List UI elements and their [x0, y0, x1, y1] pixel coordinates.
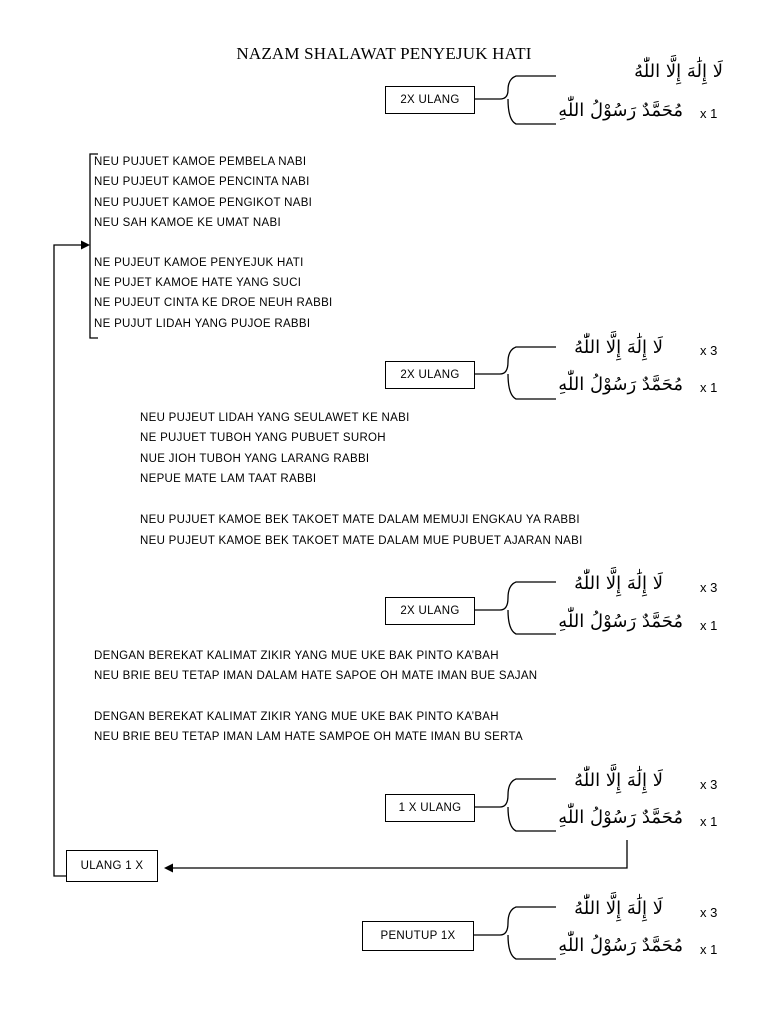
multiplier-1b: x 1 — [700, 106, 718, 121]
arabic-muhammad-1: مُحَمَّدٌ رَسُوْلُ اللّٰهِ — [558, 100, 683, 121]
arabic-muhammad-3: مُحَمَّدٌ رَسُوْلُ اللّٰهِ — [558, 611, 683, 632]
lyric-line: NEU BRIE BEU TETAP IMAN DALAM HATE SAPOE OH MATE IMAN BUE SAJAN — [94, 670, 538, 682]
lyric-line: NEU PUJEUT KAMOE BEK TAKOET MATE DALAM MUE PUBUET AJARAN NABI — [140, 535, 583, 547]
arabic-tahlil-1: لَا إِلَٰهَ إِلَّا اللّٰهُ — [634, 61, 723, 82]
lyric-line: DENGAN BEREKAT KALIMAT ZIKIR YANG MUE UKE BAK PINTO KA’BAH — [94, 711, 499, 723]
loop-line — [54, 245, 82, 876]
repeat-once-box — [66, 850, 158, 882]
lyric-line: NEU PUJEUT KAMOE PENCINTA NABI — [94, 176, 310, 188]
multiplier-5b: x 1 — [700, 942, 718, 957]
lyric-line: NEU PUJUET KAMOE PEMBELA NABI — [94, 156, 307, 168]
lyric-line: NEU PUJEUT LIDAH YANG SEULAWET KE NABI — [140, 412, 410, 424]
multiplier-2a: x 3 — [700, 343, 718, 358]
page-title: NAZAM SHALAWAT PENYEJUK HATI — [236, 44, 532, 63]
lyric-line: NEU PUJUET KAMOE BEK TAKOET MATE DALAM MEMUJI ENGKAU YA RABBI — [140, 514, 580, 526]
repeat-label-box-4 — [385, 794, 475, 822]
lyric-line: NEU PUJUET KAMOE PENGIKOT NABI — [94, 197, 313, 209]
repeat-label-box-2 — [385, 361, 475, 389]
lyric-line: NUE JIOH TUBOH YANG LARANG RABBI — [140, 453, 370, 465]
repeat-label-box-3 — [385, 597, 475, 625]
lyric-line: NE PUJUET TUBOH YANG PUBUET SUROH — [140, 432, 386, 444]
multiplier-5a: x 3 — [700, 905, 718, 920]
multiplier-4a: x 3 — [700, 777, 718, 792]
arabic-tahlil-3: لَا إِلَٰهَ إِلَّا اللّٰهُ — [574, 573, 663, 594]
arrow-head-left — [164, 864, 173, 873]
arabic-tahlil-2: لَا إِلَٰهَ إِلَّا اللّٰهُ — [574, 337, 663, 358]
closing-label: PENUTUP 1X — [380, 930, 456, 942]
arabic-tahlil-4: لَا إِلَٰهَ إِلَّا اللّٰهُ — [574, 770, 663, 791]
lyric-line: NE PUJUT LIDAH YANG PUJOE RABBI — [94, 318, 311, 330]
lyric-line: NEU SAH KAMOE KE UMAT NABI — [94, 217, 281, 229]
arrow-head-right — [81, 241, 90, 250]
arabic-muhammad-5: مُحَمَّدٌ رَسُوْلُ اللّٰهِ — [558, 935, 683, 956]
arabic-muhammad-2: مُحَمَّدٌ رَسُوْلُ اللّٰهِ — [558, 374, 683, 395]
arabic-tahlil-5: لَا إِلَٰهَ إِلَّا اللّٰهُ — [574, 898, 663, 919]
multiplier-2b: x 1 — [700, 380, 718, 395]
repeat-label: 2X ULANG — [400, 94, 460, 106]
repeat-label-box-1 — [385, 86, 475, 114]
arabic-muhammad-4: مُحَمَّدٌ رَسُوْلُ اللّٰهِ — [558, 807, 683, 828]
lyric-line: NE PUJEUT CINTA KE DROE NEUH RABBI — [94, 297, 333, 309]
repeat-once-label: ULANG 1 X — [80, 860, 144, 872]
lyric-line: NE PUJET KAMOE HATE YANG SUCI — [94, 277, 302, 289]
repeat-label: 1 X ULANG — [398, 802, 462, 814]
multiplier-3a: x 3 — [700, 580, 718, 595]
closing-label-box — [362, 921, 474, 951]
lyric-line: NEU BRIE BEU TETAP IMAN LAM HATE SAMPOE OH MATE IMAN BU SERTA — [94, 731, 523, 743]
repeat-label: 2X ULANG — [400, 605, 460, 617]
lyric-line: DENGAN BEREKAT KALIMAT ZIKIR YANG MUE UKE BAK PINTO KA’BAH — [94, 650, 499, 662]
lyric-line: NE PUJEUT KAMOE PENYEJUK HATI — [94, 257, 304, 269]
return-line — [172, 840, 627, 868]
multiplier-4b: x 1 — [700, 814, 718, 829]
repeat-label: 2X ULANG — [400, 369, 460, 381]
lyric-line: NEPUE MATE LAM TAAT RABBI — [140, 473, 317, 485]
multiplier-3b: x 1 — [700, 618, 718, 633]
